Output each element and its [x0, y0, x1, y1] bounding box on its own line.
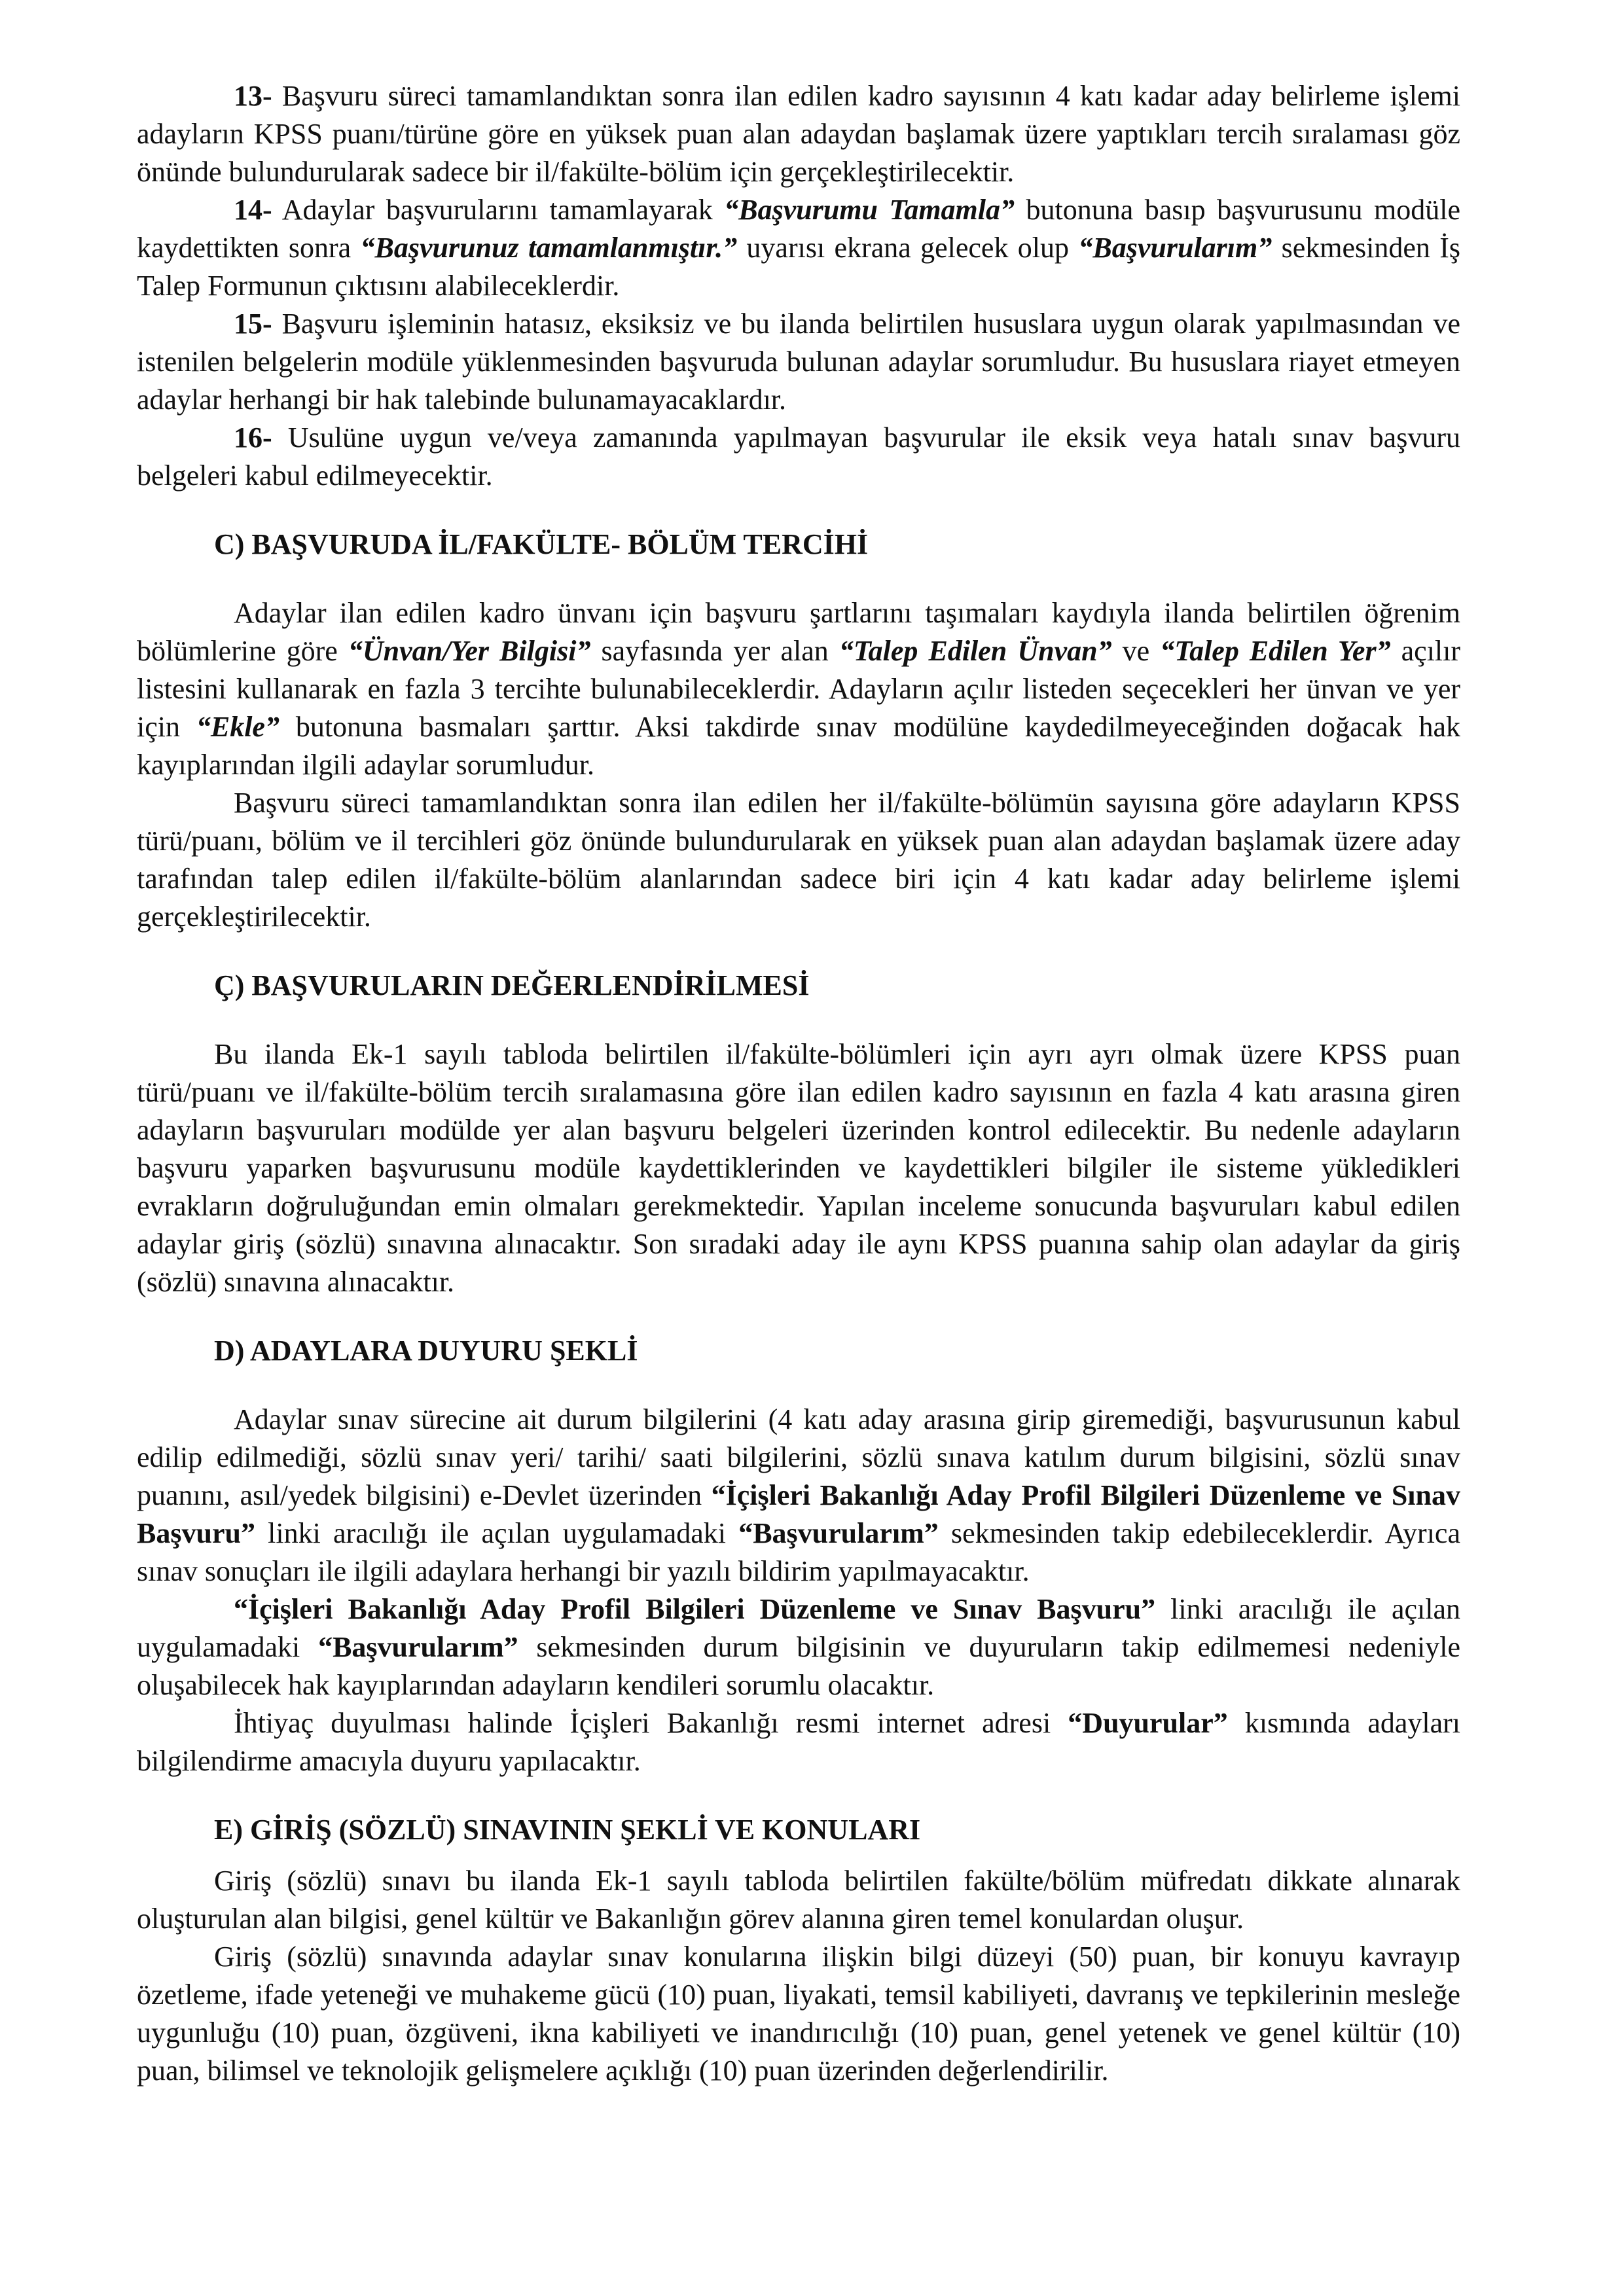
item-13 — [137, 77, 1460, 191]
paragraph-text: linki aracılığı ile açılan uygulamadaki — [137, 1593, 1460, 1663]
emphasis-unvan-yer-bilgisi: “Ünvan/Yer Bilgisi” — [348, 635, 591, 667]
paragraph-text: butonuna basmaları şarttır. Aksi takdirde sınav modülüne kaydedilmeyeceğinden doğacak hak kayıplarından ilgili adaylar sorumludur. — [137, 711, 1460, 781]
section-d-paragraph-1 — [137, 1401, 1460, 1590]
emphasis-basvurunuz-tamamlanmistir: “Başvurunuz tamamlanmıştır.” — [360, 232, 738, 264]
section-e-heading: E) GİRİŞ (SÖZLÜ) SINAVININ ŞEKLİ VE KONULARI — [214, 1814, 921, 1846]
item-number: 16- — [234, 422, 272, 454]
section-d-heading: D) ADAYLARA DUYURU ŞEKLİ — [214, 1335, 638, 1367]
item-text: butonuna basıp başvurusunu modüle kaydettikten sonra — [137, 194, 1460, 264]
emphasis-link-name: “İçişleri Bakanlığı Aday Profil Bilgileri Düzenleme ve Sınav Başvuru” — [234, 1593, 1156, 1625]
emphasis-talep-edilen-unvan: “Talep Edilen Ünvan” — [839, 635, 1112, 667]
item-16 — [137, 419, 1460, 495]
item-text: sekmesinden İş Talep Formunun çıktısını alabileceklerdir. — [137, 232, 1461, 302]
item-15 — [137, 305, 1460, 419]
paragraph-text: açılır listesini kullanarak en fazla 3 tercihte bulunabileceklerdir. Adayların açılır listeden seçecekleri her ünvan ve yer için — [137, 635, 1461, 743]
section-d-paragraph-3 — [137, 1704, 1460, 1780]
paragraph-text: kısmında adayları bilgilendirme amacıyla duyuru yapılacaktır. — [137, 1707, 1461, 1777]
item-text: Başvuru süreci tamamlandıktan sonra ilan edilen kadro sayısının 4 katı kadar aday belirleme işlemi adayların KPSS puanı/türüne göre en yüksek puan alan adaydan başlamak üzere yaptıkları tercih sıralaması göz önünde bulundurularak sadece bir il/fakülte-bölüm için gerçekleştirilecektir. — [137, 80, 1460, 188]
emphasis-basvurularim: “Başvurularım” — [1078, 232, 1272, 264]
emphasis-basvurularim: “Başvurularım” — [318, 1631, 518, 1663]
emphasis-talep-edilen-yer: “Talep Edilen Yer” — [1160, 635, 1391, 667]
emphasis-link-name: “İçişleri Bakanlığı Aday Profil Bilgileri Düzenleme ve Sınav Başvuru” — [137, 1479, 1460, 1549]
item-number: 14- — [234, 194, 272, 226]
item-text: Adaylar başvurularını tamamlayarak — [272, 194, 725, 226]
section-c-heading: C) BAŞVURUDA İL/FAKÜLTE- BÖLÜM TERCİHİ — [214, 528, 869, 560]
item-number: 13- — [234, 80, 272, 112]
paragraph-text: İhtiyaç duyulması halinde İçişleri Bakanlığı resmi internet adresi — [234, 1707, 1068, 1739]
paragraph-text: sekmesinden durum bilgisinin ve duyuruların takip edilmemesi nedeniyle oluşabilecek hak kayıplarından adayların kendileri sorumlu olacaktır. — [137, 1631, 1461, 1701]
paragraph-text: Adaylar sınav sürecine ait durum bilgilerini (4 katı aday arasına girip giremediği, başvurusunun kabul edilip edilmediği, sözlü sınav yeri/ tarihi/ saati bilgilerini, sözlü sınava katılım durum bilgisini, sözlü sınav puanını, asıl/yedek bilgisini) e-Devlet üzerinden — [137, 1403, 1460, 1511]
section-cc-paragraph-1: Bu ilanda Ek-1 sayılı tabloda belirtilen il/fakülte-bölümleri için ayrı ayrı olmak üzere KPSS puan türü/puanı ve il/fakülte-bölüm tercih sıralamasına göre ilan edilen kadro sayısının en fazla 4 katı arasına giren adayların başvuruları modülde yer alan başvuru belgeleri üzerinden kontrol edilecektir. Bu nedenle adayların başvuru yaparken başvurusunu modüle kaydettiklerinden ve kaydettikleri bilgiler ile sisteme yükledikleri evrakların doğruluğundan emin olmaları gerekmektedir. Yapılan inceleme sonucunda başvuruları kabul edilen adaylar giriş (sözlü) sınavına alınacaktır. Son sıradaki aday ile aynı KPSS puanına sahip olan adaylar da giriş (sözlü) sınavına alınacaktır. — [137, 1038, 1460, 1298]
item-text: Usulüne uygun ve/veya zamanında yapılmayan başvurular ile eksik veya hatalı sınav başvuru belgeleri kabul edilmeyecektir. — [137, 422, 1460, 492]
section-c-paragraph-2: Başvuru süreci tamamlandıktan sonra ilan edilen her il/fakülte-bölümün sayısına göre adayların KPSS türü/puanı, bölüm ve il tercihleri göz önünde bulundurularak en yüksek puan alan adaydan başlamak üzere aday tarafından talep edilen il/fakülte-bölüm alanlarından sadece biri için 4 katı kadar aday belirleme işlemi gerçekleştirilecektir. — [137, 787, 1460, 933]
paragraph-text: sayfasında yer alan — [590, 635, 839, 667]
section-d-paragraph-2 — [137, 1590, 1460, 1704]
paragraph-text: linki aracılığı ile açılan uygulamadaki — [255, 1517, 739, 1549]
section-cc-heading: Ç) BAŞVURULARIN DEĞERLENDİRİLMESİ — [214, 969, 810, 1001]
paragraph-text: Adaylar ilan edilen kadro ünvanı için başvuru şartlarını taşımaları kaydıyla ilanda belirtilen öğrenim bölümlerine göre — [137, 597, 1460, 667]
emphasis-basvurularim: “Başvurularım” — [738, 1517, 939, 1549]
item-text: uyarısı ekrana gelecek olup — [737, 232, 1079, 264]
section-e-paragraph-1: Giriş (sözlü) sınavı bu ilanda Ek-1 sayılı tabloda belirtilen fakülte/bölüm müfredatı dikkate alınarak oluşturulan alan bilgisi, genel kültür ve Bakanlığın görev alanına giren temel konulardan oluşur. — [137, 1865, 1460, 1935]
paragraph-text: sekmesinden takip edebileceklerdir. Ayrıca sınav sonuçları ile ilgili adaylara herhangi bir yazılı bildirim yapılmayacaktır. — [137, 1517, 1460, 1587]
emphasis-basvurumu-tamamla: “Başvurumu Tamamla” — [724, 194, 1015, 226]
paragraph-text: ve — [1111, 635, 1161, 667]
section-c-paragraph-1 — [137, 594, 1460, 784]
section-e-paragraph-2: Giriş (sözlü) sınavında adaylar sınav konularına ilişkin bilgi düzeyi (50) puan, bir konuyu kavrayıp özetleme, ifade yeteneği ve muhakeme gücü (10) puan, liyakati, temsil kabiliyeti, davranış ve tepkilerinin mesleğe uygunluğu (10) puan, özgüveni, ikna kabiliyeti ve inandırıcılığı (10) puan, genel yetenek ve genel kültür (10) puan, bilimsel ve teknolojik gelişmelere açıklığı (10) puan üzerinden değerlendirilir. — [137, 1941, 1460, 2087]
item-text: Başvuru işleminin hatasız, eksiksiz ve bu ilanda belirtilen hususlara uygun olarak yapılmasından ve istenilen belgelerin modüle yüklenmesinden başvuruda bulunan adaylar sorumludur. Bu hususlara riayet etmeyen adaylar herhangi bir hak talebinde bulunamayacaklardır. — [137, 308, 1460, 416]
item-number: 15- — [234, 308, 272, 340]
emphasis-ekle: “Ekle” — [196, 711, 280, 743]
emphasis-duyurular: “Duyurular” — [1068, 1707, 1228, 1739]
item-14 — [137, 191, 1460, 305]
